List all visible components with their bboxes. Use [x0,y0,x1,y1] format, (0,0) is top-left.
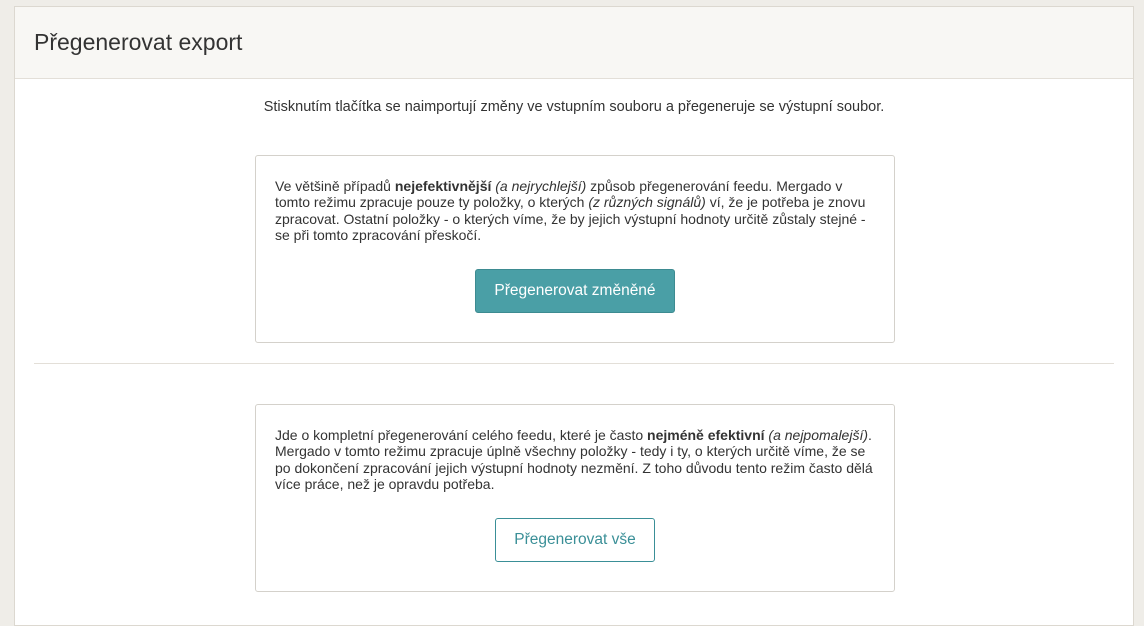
button-wrapper [275,493,875,562]
regenerate-all-card [255,404,895,592]
description-text: . Mergado v tomto režimu zpracuje úplně všechny položky - tedy i ty, o kterých určitě víme, že se po dokončení zpracování jejich výstupní hodnoty nezmění. Z toho důvodu tento režim často dělá více práce, než je opravdu potřeba. [275,427,873,493]
description-text: Ve většině případů [275,178,395,194]
button-wrapper [275,244,875,313]
page-title: Přegenerovat export [34,29,243,55]
description-italic: (a nejpomalejší) [768,427,869,443]
description-bold: nejméně efektivní [647,427,765,443]
regenerate-export-panel [14,6,1134,626]
section-divider [34,363,1114,364]
regenerate-all-description [275,427,875,493]
description-text: Jde o kompletní přegenerování celého feedu, které je často [275,427,648,443]
panel-header [15,7,1133,79]
intro-text: Stisknutím tlačítka se naimportují změny ve vstupním souboru a přegeneruje se výstupní soubor. [263,99,885,115]
regenerate-changed-button[interactable]: Přegenerovat změněné [475,269,675,313]
description-text: způsob přegenerování feedu. Mergado v tomto režimu zpracuje pouze ty položky, o kterých [275,178,843,211]
description-bold: nejefektivnější [394,178,492,194]
regenerate-changed-description [275,178,875,244]
description-italic: (a nejrychlejší) [495,178,587,194]
regenerate-all-button[interactable]: Přegenerovat vše [495,518,655,562]
description-italic: (z různých signálů) [588,194,706,211]
regenerate-changed-card [255,155,895,343]
description-text: ví, že je potřeba je znovu zpracovat. Ostatní položky - o kterých víme, že by jejich výstupní hodnoty určitě zůstaly stejné - se při tomto zpracování přeskočí. [275,194,866,244]
